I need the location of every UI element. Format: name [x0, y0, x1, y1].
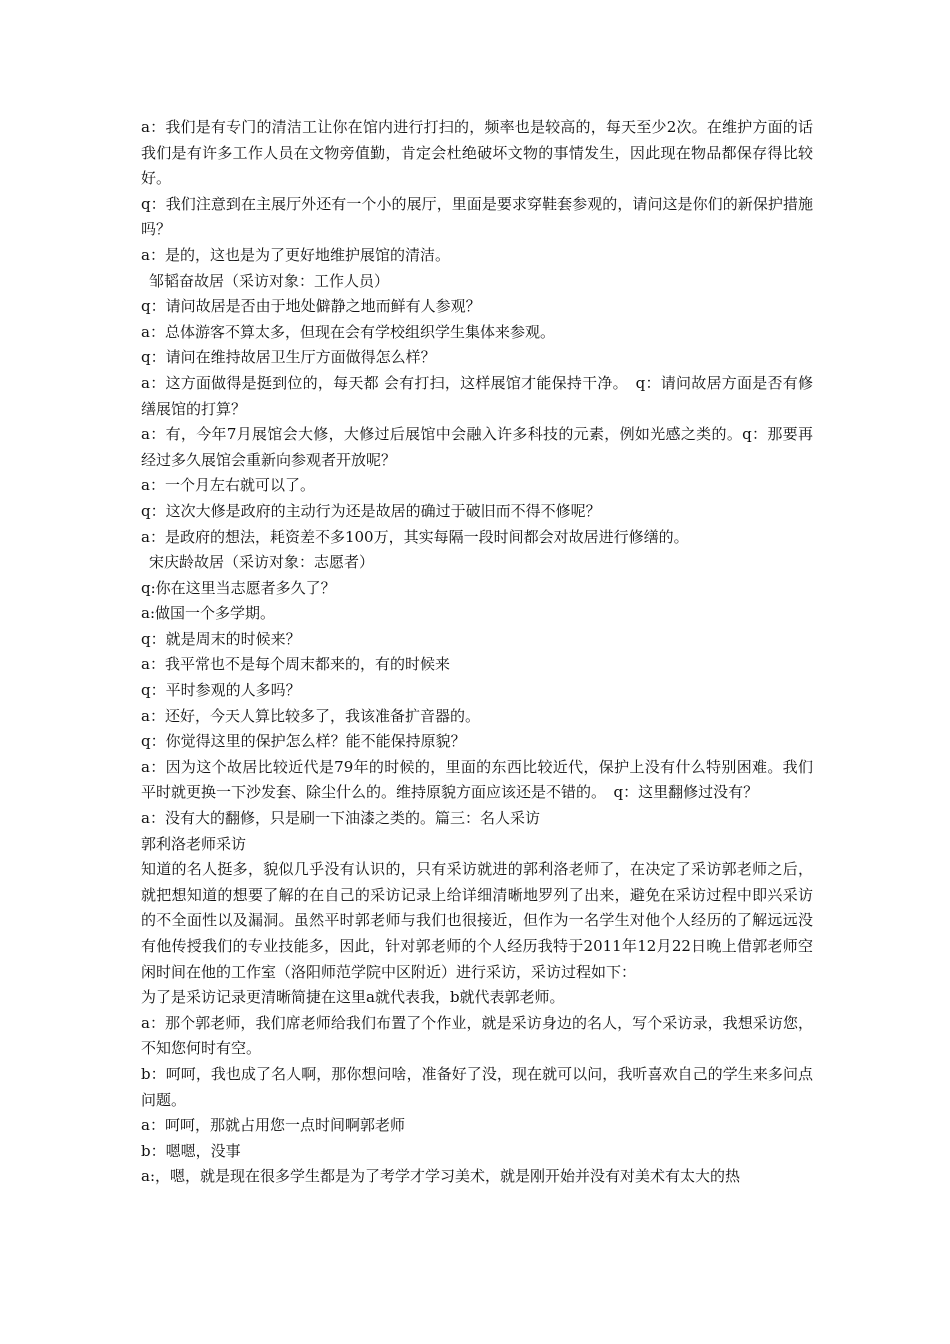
section-heading: 宋庆龄故居（采访对象：志愿者） [149, 553, 375, 572]
paragraph: q：平时参观的人多吗？ [141, 681, 301, 700]
paragraph: a：总体游客不算太多，但现在会有学校组织学生集体来参观。 [141, 322, 555, 341]
paragraph: q：请问故居是否由于地处僻静之地而鲜有人参观？ [141, 297, 481, 316]
paragraph: b：呵呵，我也成了名人啊，那你想问啥，准备好了没，现在就可以问，我听喜欢自己的学生来多问点问题。 [141, 1064, 813, 1109]
paragraph: a：我们是有专门的清洁工让你在馆内进行打扫的，频率也是较高的，每天至少2次。在维护方面的话我们是有许多工作人员在文物旁值勤，肯定会杜绝破坏文物的事情发生，因此现在物品都保存得比较好。 [141, 118, 813, 188]
paragraph: b：嗯嗯，没事 [141, 1141, 241, 1160]
paragraph: a：有，今年7月展馆会大修，大修过后展馆中会融入许多科技的元素，例如光感之类的。q：那要再经过多久展馆会重新向参观者开放呢？ [141, 425, 813, 469]
paragraph: 知道的名人挺多，貌似几乎没有认识的，只有采访就进的郭利洛老师了，在决定了采访郭老师之后，就把想知道的想要了解的在自己的采访记录上给详细清晰地罗列了出来，避免在采访过程中即兴采访的不全面性以及漏洞。虽然平时郭老师与我们也很接近，但作为一名学生对他个人经历的了解远远没有他传授我们的专业技能多，因此，针对郭老师的个人经历我特于2011年12月22日晚上借郭老师空闲时间在他的工作室（洛阳师范学院中区附近）进行采访，采访过程如下： [141, 860, 813, 981]
paragraph: q：请问在维持故居卫生厅方面做得怎么样？ [141, 348, 436, 367]
paragraph: q：我们注意到在主展厅外还有一个小的展厅，里面是要求穿鞋套参观的，请问这是你们的新保护措施吗？ [141, 194, 813, 239]
paragraph: a：这方面做得是挺到位的，每天都 会有打扫，这样展馆才能保持干净。 q：请问故居方面是否有修缮展馆的打算？ [141, 373, 813, 418]
paragraph: a:做国一个多学期。 [141, 604, 275, 623]
paragraph: q：就是周末的时候来？ [141, 629, 301, 648]
paragraph: q：你觉得这里的保护怎么样？能不能保持原貌？ [141, 732, 466, 751]
paragraph: a：是的，这也是为了更好地维护展馆的清洁。 [141, 245, 450, 264]
paragraph: a:，嗯，就是现在很多学生都是为了考学才学习美术，就是刚开始并没有对美术有太大的热 [141, 1167, 741, 1186]
paragraph: 为了是采访记录更清晰简捷在这里a就代表我，b就代表郭老师。 [141, 988, 565, 1007]
paragraph: q：这次大修是政府的主动行为还是故居的确过于破旧而不得不修呢？ [141, 501, 601, 520]
section-heading: 郭利洛老师采访 [141, 834, 247, 853]
paragraph: q:你在这里当志愿者多久了？ [141, 578, 336, 597]
paragraph: a：还好，今天人算比较多了，我该准备扩音器的。 [141, 706, 480, 725]
paragraph: a：我平常也不是每个周末都来的，有的时候来 [141, 655, 450, 674]
paragraph: a：是政府的想法，耗资差不多100万，其实每隔一段时间都会对故居进行修缮的。 [141, 527, 689, 546]
document-page [141, 115, 813, 1190]
paragraph: a：一个月左右就可以了。 [141, 476, 315, 495]
section-heading: 邹韬奋故居（采访对象：工作人员） [149, 271, 390, 290]
paragraph: a：没有大的翻修，只是刷一下油漆之类的。篇三：名人采访 [141, 809, 540, 828]
paragraph: a：呵呵，那就占用您一点时间啊郭老师 [141, 1116, 405, 1135]
paragraph: a：因为这个故居比较近代是79年的时候的，里面的东西比较近代，保护上没有什么特别困难。我们平时就更换一下沙发套、除尘什么的。维持原貌方面应该还是不错的。 q：这里翻修过没有？ [141, 757, 813, 802]
paragraph: a：那个郭老师，我们席老师给我们布置了个作业，就是采访身边的名人，写个采访录，我想采访您，不知您何时有空。 [141, 1013, 813, 1058]
